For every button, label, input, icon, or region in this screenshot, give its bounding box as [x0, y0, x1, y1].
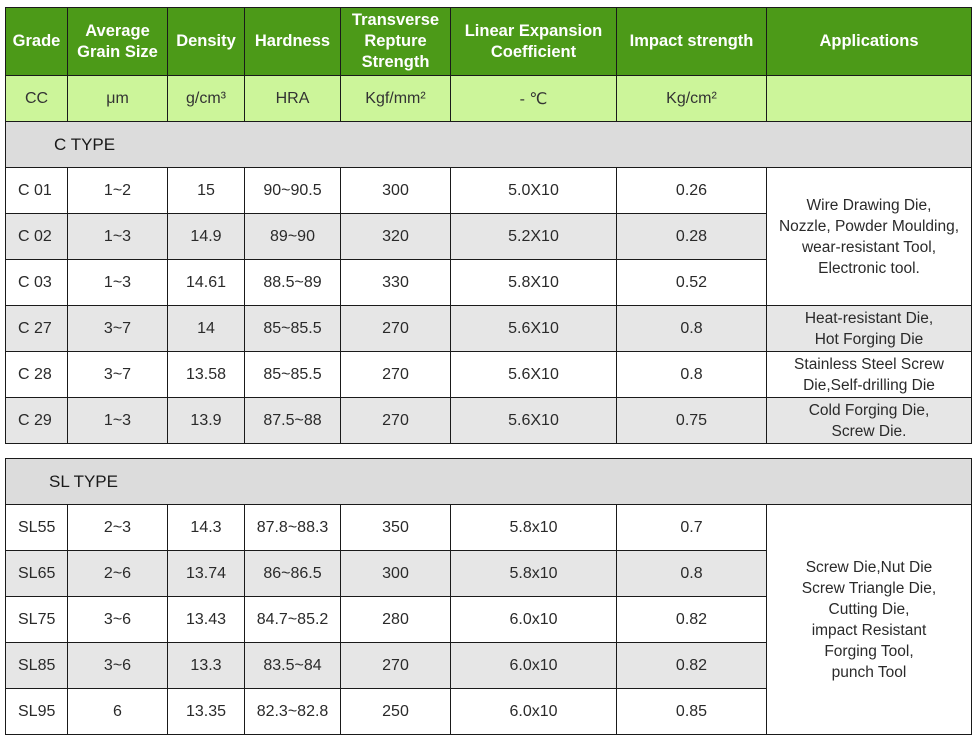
impact-cell: 0.8 — [617, 306, 767, 352]
hardness-cell: 90~90.5 — [245, 168, 341, 214]
units-row — [6, 76, 972, 122]
header-density: Density — [168, 8, 245, 76]
impact-cell: 0.7 — [617, 505, 767, 551]
expansion-cell: 5.2X10 — [451, 214, 617, 260]
expansion-cell: 5.6X10 — [451, 352, 617, 398]
table-row — [6, 505, 972, 551]
applications-text: Cold Forging Die, Screw Die. — [808, 401, 930, 440]
grade-cell: C 01 — [6, 168, 68, 214]
grain-size-cell: 1~3 — [68, 398, 168, 444]
grain-size-cell: 6 — [68, 689, 168, 735]
applications-text: Wire Drawing Die, Nozzle, Powder Moulding, wear-resistant Tool, Electronic tool. — [778, 196, 960, 277]
strength-cell: 350 — [341, 505, 451, 551]
strength-cell: 300 — [341, 168, 451, 214]
grain-size-cell: 1~3 — [68, 214, 168, 260]
strength-cell: 270 — [341, 306, 451, 352]
strength-cell: 280 — [341, 597, 451, 643]
header-expansion-coefficient: Linear Expansion Coefficient — [451, 8, 617, 76]
strength-cell: 270 — [341, 352, 451, 398]
unit-grade: CC — [6, 76, 68, 122]
impact-cell: 0.26 — [617, 168, 767, 214]
expansion-cell: 5.6X10 — [451, 306, 617, 352]
grade-cell: C 03 — [6, 260, 68, 306]
grade-cell: C 29 — [6, 398, 68, 444]
expansion-cell: 6.0x10 — [451, 597, 617, 643]
grain-size-cell: 1~3 — [68, 260, 168, 306]
applications-cell — [767, 352, 972, 398]
table-row — [6, 306, 972, 352]
density-cell: 14.3 — [168, 505, 245, 551]
strength-cell: 320 — [341, 214, 451, 260]
density-cell: 13.3 — [168, 643, 245, 689]
grade-cell: C 02 — [6, 214, 68, 260]
applications-cell — [767, 168, 972, 306]
hardness-cell: 87.5~88 — [245, 398, 341, 444]
section-row-sl — [6, 459, 972, 505]
hardness-cell: 86~86.5 — [245, 551, 341, 597]
grain-size-cell: 3~7 — [68, 352, 168, 398]
section-title: C TYPE — [6, 122, 972, 168]
unit-impact-strength: Kg/cm² — [617, 76, 767, 122]
header-impact-strength: Impact strength — [617, 8, 767, 76]
grade-cell: C 27 — [6, 306, 68, 352]
expansion-cell: 5.6X10 — [451, 398, 617, 444]
strength-cell: 270 — [341, 398, 451, 444]
grade-cell: SL85 — [6, 643, 68, 689]
grain-size-cell: 1~2 — [68, 168, 168, 214]
unit-density: g/cm³ — [168, 76, 245, 122]
density-cell: 13.9 — [168, 398, 245, 444]
section-row-c — [6, 122, 972, 168]
impact-cell: 0.85 — [617, 689, 767, 735]
hardness-cell: 85~85.5 — [245, 306, 341, 352]
impact-cell: 0.8 — [617, 551, 767, 597]
hardness-cell: 87.8~88.3 — [245, 505, 341, 551]
density-cell: 13.58 — [168, 352, 245, 398]
grade-cell: SL55 — [6, 505, 68, 551]
header-transverse-strength: Transverse Repture Strength — [341, 8, 451, 76]
strength-cell: 250 — [341, 689, 451, 735]
density-cell: 13.35 — [168, 689, 245, 735]
strength-cell: 330 — [341, 260, 451, 306]
density-cell: 14 — [168, 306, 245, 352]
hardness-cell: 89~90 — [245, 214, 341, 260]
unit-applications — [767, 76, 972, 122]
grain-size-cell: 3~6 — [68, 597, 168, 643]
applications-text: Screw Die,Nut Die Screw Triangle Die, Cutting Die, impact Resistant Forging Tool, punch Tool — [801, 558, 937, 681]
strength-cell: 270 — [341, 643, 451, 689]
strength-cell: 300 — [341, 551, 451, 597]
expansion-cell: 6.0x10 — [451, 689, 617, 735]
header-row — [6, 8, 972, 76]
applications-cell — [767, 505, 972, 735]
hardness-cell: 84.7~85.2 — [245, 597, 341, 643]
grain-size-cell: 3~6 — [68, 643, 168, 689]
density-cell: 13.74 — [168, 551, 245, 597]
impact-cell: 0.28 — [617, 214, 767, 260]
c-type-table — [5, 7, 972, 444]
expansion-cell: 6.0x10 — [451, 643, 617, 689]
expansion-cell: 5.0X10 — [451, 168, 617, 214]
impact-cell: 0.75 — [617, 398, 767, 444]
unit-grain-size: μm — [68, 76, 168, 122]
applications-cell — [767, 306, 972, 352]
grain-size-cell: 2~3 — [68, 505, 168, 551]
header-grain-size: Average Grain Size — [68, 8, 168, 76]
impact-cell: 0.52 — [617, 260, 767, 306]
expansion-cell: 5.8x10 — [451, 505, 617, 551]
header-grade: Grade — [6, 8, 68, 76]
header-applications: Applications — [767, 8, 972, 76]
unit-hardness: HRA — [245, 76, 341, 122]
grade-cell: SL95 — [6, 689, 68, 735]
hardness-cell: 83.5~84 — [245, 643, 341, 689]
impact-cell: 0.82 — [617, 643, 767, 689]
density-cell: 14.9 — [168, 214, 245, 260]
hardness-cell: 88.5~89 — [245, 260, 341, 306]
impact-cell: 0.8 — [617, 352, 767, 398]
grade-cell: SL75 — [6, 597, 68, 643]
density-cell: 15 — [168, 168, 245, 214]
table-row — [6, 168, 972, 214]
hardness-cell: 82.3~82.8 — [245, 689, 341, 735]
grade-cell: SL65 — [6, 551, 68, 597]
unit-transverse-strength: Kgf/mm² — [341, 76, 451, 122]
table-row — [6, 352, 972, 398]
unit-expansion-coefficient: - ℃ — [451, 76, 617, 122]
grade-cell: C 28 — [6, 352, 68, 398]
grain-size-cell: 2~6 — [68, 551, 168, 597]
expansion-cell: 5.8X10 — [451, 260, 617, 306]
density-cell: 13.43 — [168, 597, 245, 643]
impact-cell: 0.82 — [617, 597, 767, 643]
applications-cell — [767, 398, 972, 444]
sl-type-table — [5, 458, 972, 735]
applications-text: Heat-resistant Die, Hot Forging Die — [804, 309, 934, 348]
header-hardness: Hardness — [245, 8, 341, 76]
grain-size-cell: 3~7 — [68, 306, 168, 352]
applications-text: Stainless Steel Screw Die,Self-drilling Die — [794, 355, 944, 394]
hardness-cell: 85~85.5 — [245, 352, 341, 398]
table-row — [6, 398, 972, 444]
expansion-cell: 5.8x10 — [451, 551, 617, 597]
density-cell: 14.61 — [168, 260, 245, 306]
section-title: SL TYPE — [6, 459, 972, 505]
